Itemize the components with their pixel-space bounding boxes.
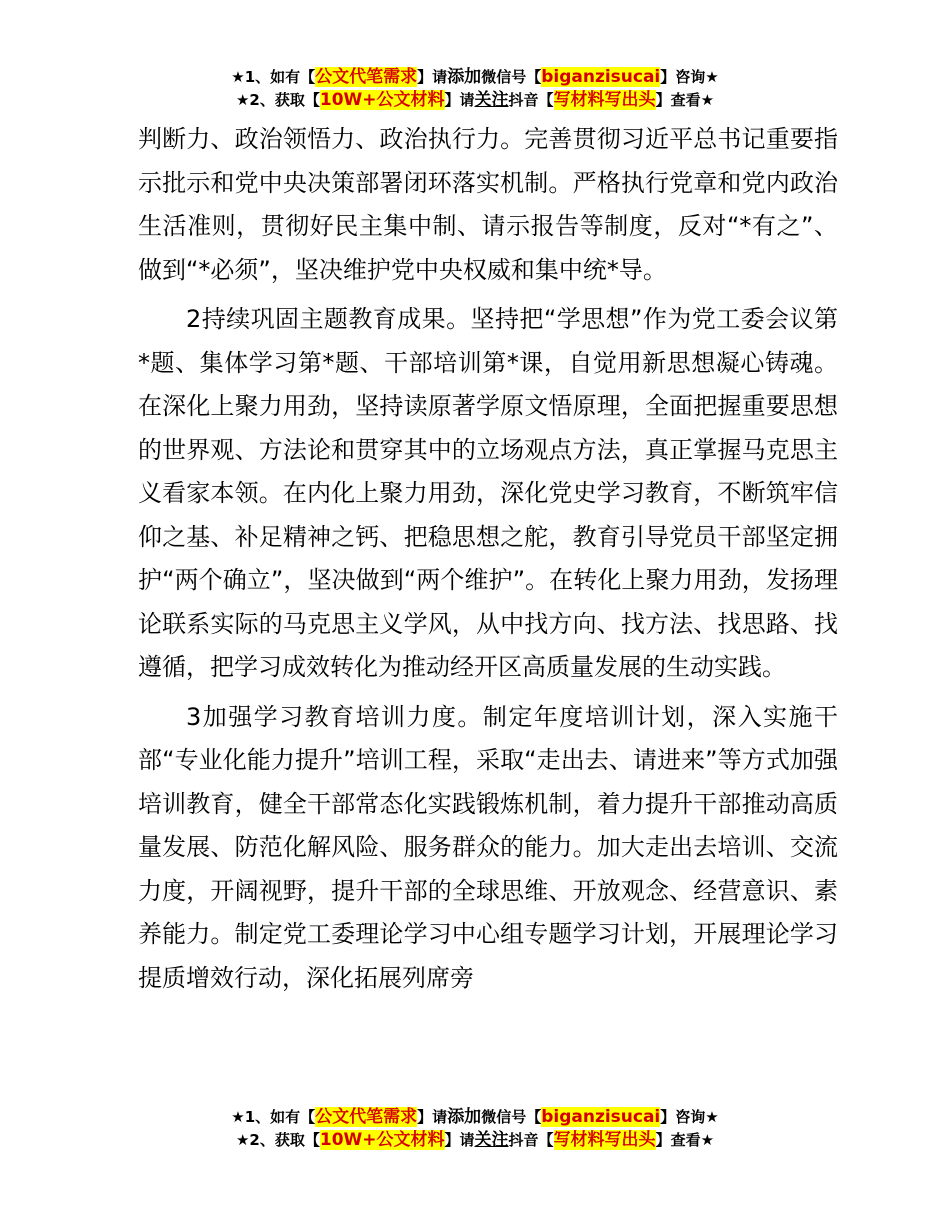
- banner-emphasis: 关注: [474, 90, 509, 110]
- banner-text: 抖音【: [508, 91, 554, 109]
- header-banner-line-2: [0, 89, 950, 112]
- banner-text: 微信号【: [481, 68, 542, 86]
- banner-text: 】咨询★: [660, 68, 719, 86]
- banner-text: 】咨询★: [660, 1108, 719, 1126]
- banner-highlight-douyin: 写材料写出头: [553, 1130, 656, 1150]
- banner-text: 】查看★: [655, 91, 715, 109]
- banner-text: 】查看★: [655, 1131, 715, 1149]
- paragraph-item-2: 2持续巩固主题教育成果。坚持把“学思想”作为党工委会议第*题、集体学习第*题、干部培训第*课，自觉用新思想凝心铸魂。在深化上聚力用劲，坚持读原著学原文悟原理，全面把握重要思想的世界观、方法论和贯穿其中的立场观点方法，真正掌握马克思主义看家本领。在内化上聚力用劲，深化党史学习教育，不断筑牢信仰之基、补足精神之钙、把稳思想之舵，教育引导党员干部坚定拥护“两个确立”，坚决做到“两个维护”。在转化上聚力用劲，发扬理论联系实际的马克思主义学风，从中找方向、找方法、找思路、找遵循，把学习成效转化为推动经开区高质量发展的生动实践。: [138, 305, 838, 681]
- footer-banner-line-1: [0, 1106, 950, 1129]
- banner-highlight-wechat-id: biganzisucai: [541, 1107, 661, 1127]
- footer-banner: [0, 1106, 950, 1152]
- banner-text: ★1、如有【: [231, 1108, 316, 1126]
- banner-highlight: 10W+公文材料: [319, 1130, 445, 1150]
- banner-highlight: 10W+公文材料: [319, 90, 445, 110]
- footer-banner-line-2: [0, 1129, 950, 1152]
- banner-highlight: 公文代笔需求: [315, 1107, 418, 1127]
- banner-text: 】请: [444, 1131, 475, 1149]
- banner-emphasis: 关注: [474, 1130, 509, 1150]
- banner-text: ★1、如有【: [231, 68, 316, 86]
- header-banner: [0, 66, 950, 112]
- banner-text: ★2、获取【: [235, 91, 320, 109]
- banner-text: ★2、获取【: [235, 1131, 320, 1149]
- banner-highlight: 公文代笔需求: [315, 67, 418, 87]
- banner-text: 微信号【: [481, 1108, 542, 1126]
- banner-highlight-wechat-id: biganzisucai: [541, 67, 661, 87]
- banner-highlight-douyin: 写材料写出头: [553, 90, 656, 110]
- paragraph-item-3: 3加强学习教育培训力度。制定年度培训计划，深入实施干部“专业化能力提升”培训工程，采取“走出去、请进来”等方式加强培训教育，健全干部常态化实践锻炼机制，着力提升干部推动高质量发展、防范化解风险、服务群众的能力。加大走出去培训、交流力度，开阔视野，提升干部的全球思维、开放观念、经营意识、素养能力。制定党工委理论学习中心组专题学习计划，开展理论学习提质增效行动，深化拓展列席旁: [138, 702, 838, 992]
- header-banner-line-1: [0, 66, 950, 89]
- document-body: [138, 118, 838, 1000]
- banner-emphasis: 添加: [447, 1107, 482, 1127]
- banner-text: 】请: [444, 91, 475, 109]
- banner-text: 抖音【: [508, 1131, 554, 1149]
- banner-text: 】请: [417, 1108, 448, 1126]
- banner-text: 】请: [417, 68, 448, 86]
- banner-emphasis: 添加: [447, 67, 482, 87]
- paragraph-continued: 判断力、政治领悟力、政治执行力。完善贯彻习近平总书记重要指示批示和党中央决策部署闭环落实机制。严格执行党章和党内政治生活准则，贯彻好民主集中制、请示报告等制度，反对“*有之”、做到“*必须”，坚决维护党中央权威和集中统*导。: [138, 125, 838, 284]
